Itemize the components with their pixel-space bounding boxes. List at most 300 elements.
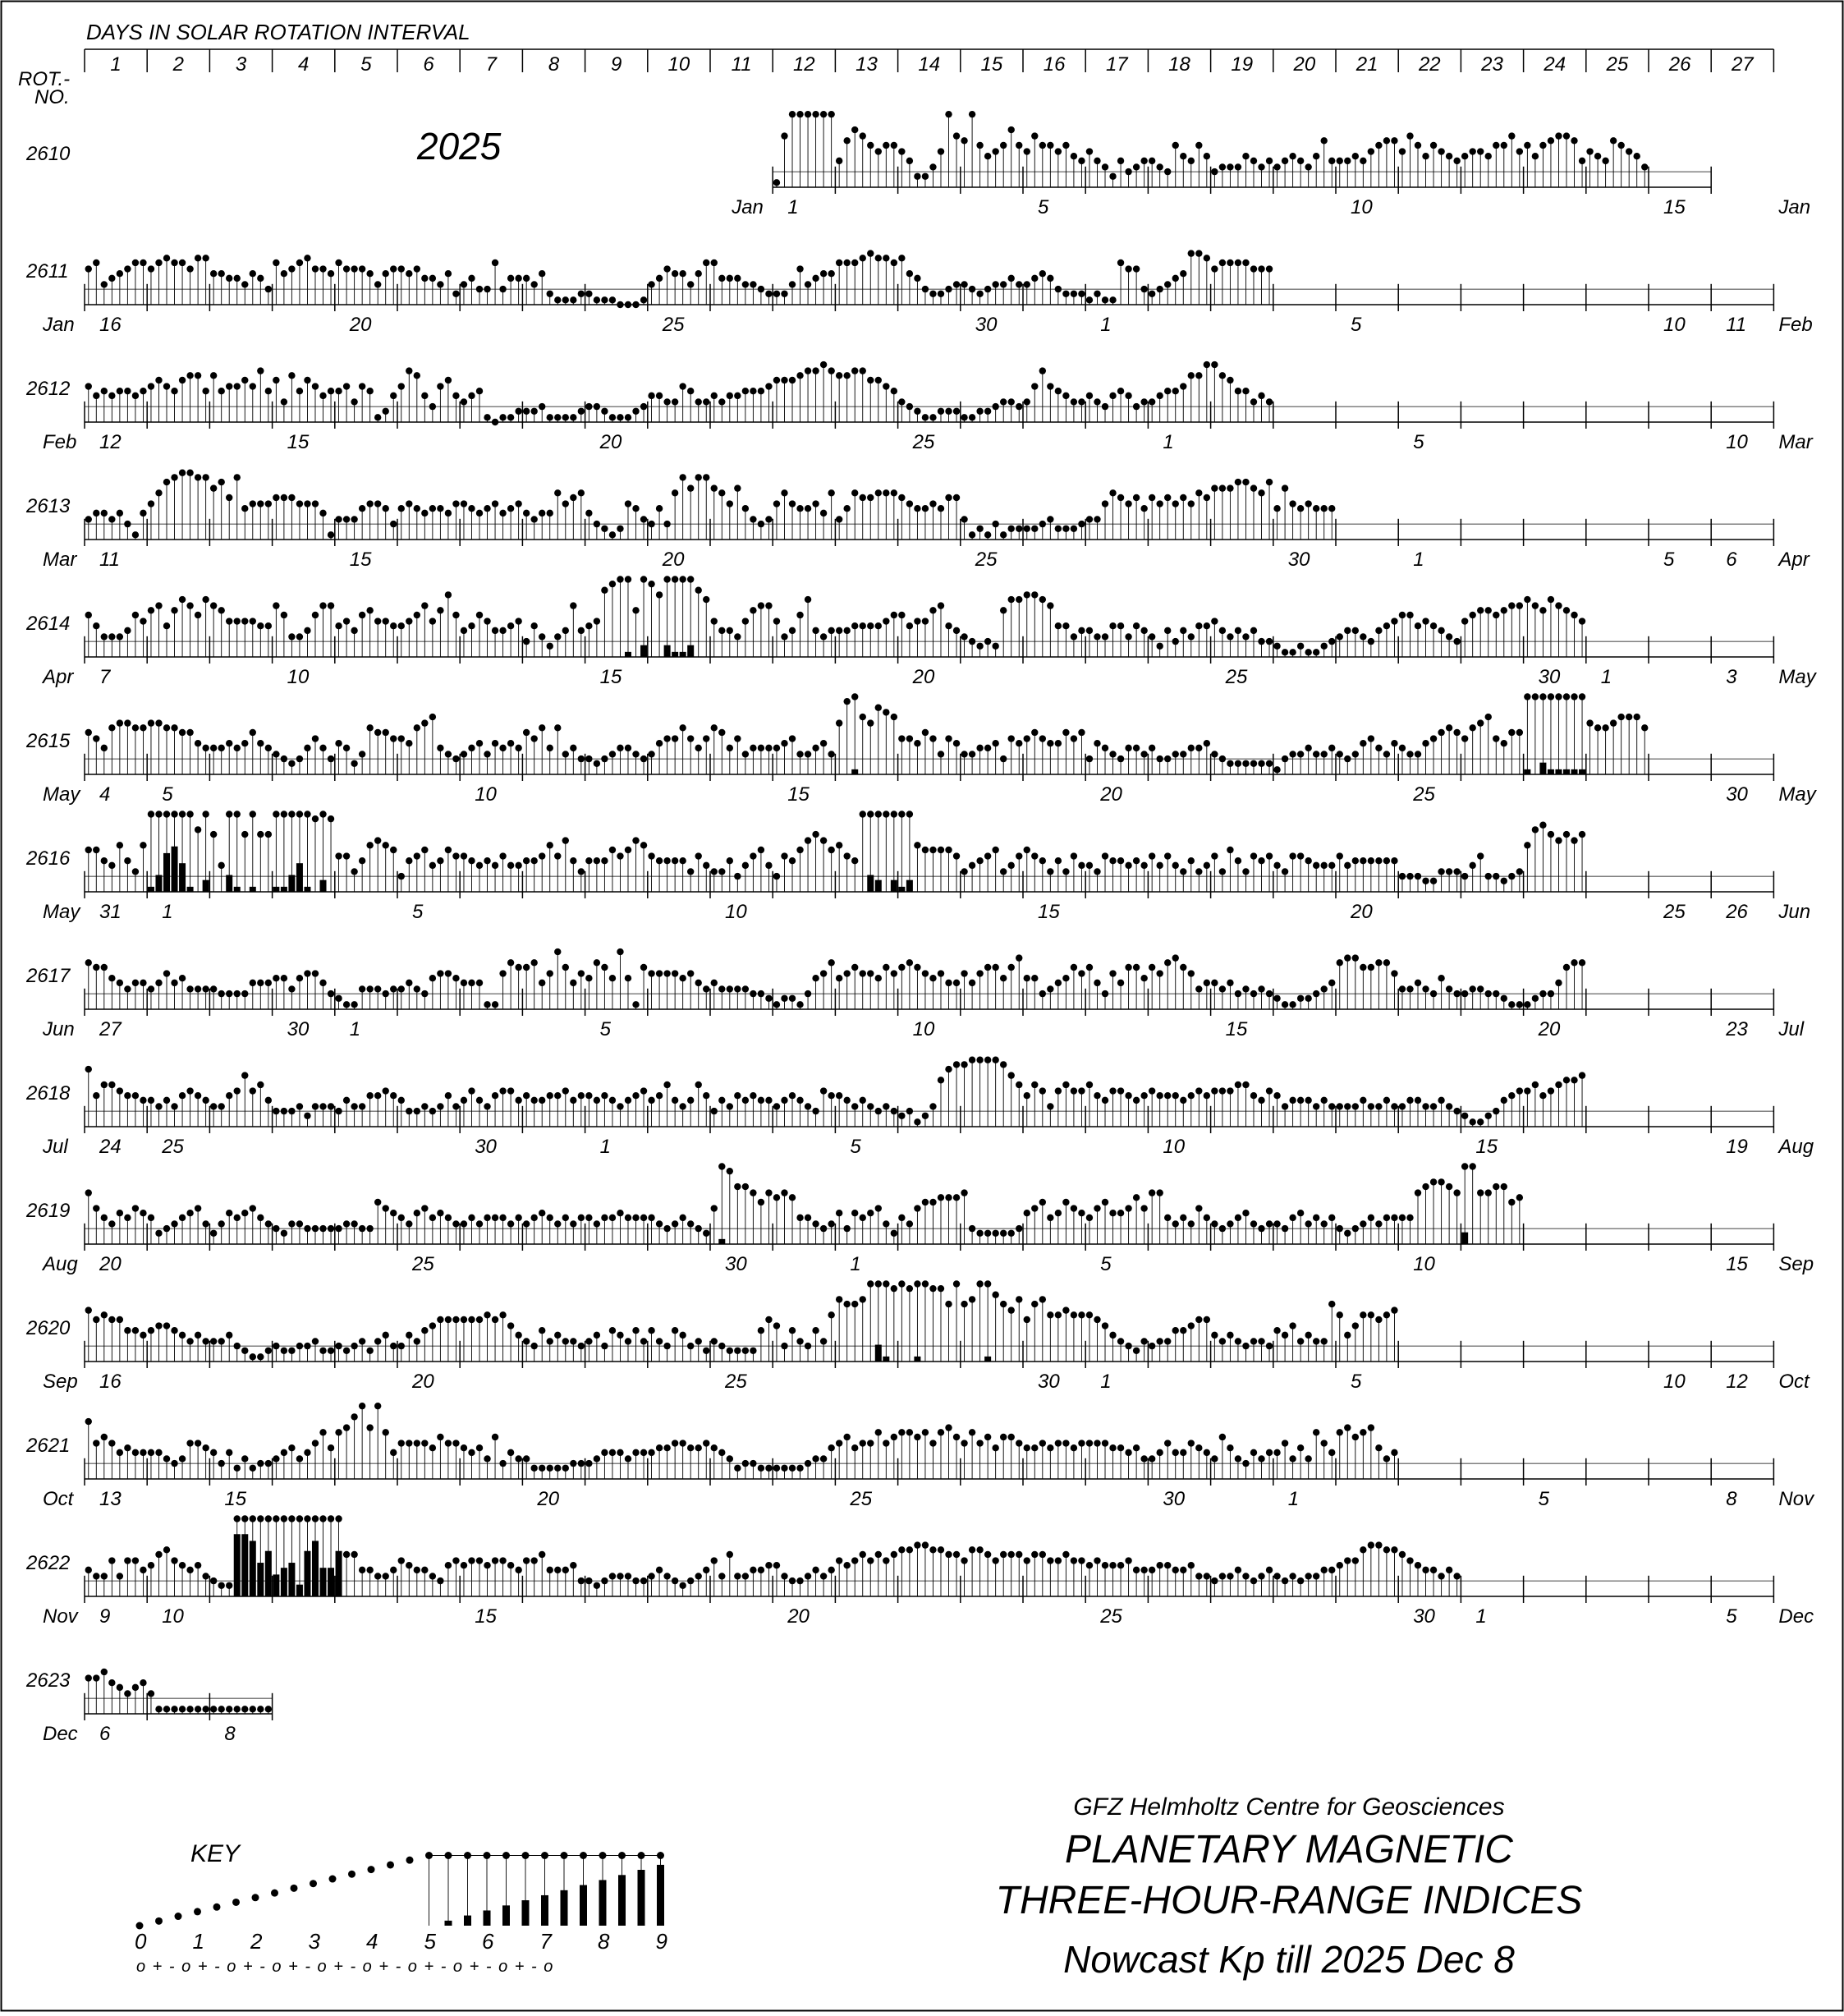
day-number: 24 [1543, 53, 1566, 76]
kp-point [484, 1562, 490, 1568]
kp-point [1156, 1189, 1163, 1196]
kp-point [132, 393, 139, 399]
kp-point [296, 1455, 303, 1462]
kp-point [945, 735, 952, 742]
date-label: 15 [1475, 1136, 1498, 1158]
kp-point [750, 852, 756, 859]
kp-point [366, 270, 373, 277]
kp-point [1516, 868, 1523, 875]
kp-point [617, 414, 623, 420]
rotation-number: 2613 [25, 495, 71, 517]
kp-storm-bar [1555, 769, 1562, 774]
kp-point [1109, 393, 1116, 399]
kp-point [765, 862, 772, 869]
rotation-number: 2611 [25, 260, 69, 282]
kp-point [562, 1465, 569, 1472]
rotation-number: 2615 [25, 730, 71, 752]
month-label: Jan [731, 196, 764, 218]
kp-point [953, 408, 960, 415]
kp-point [1297, 995, 1304, 1002]
kp-point [1438, 627, 1444, 634]
kp-point [648, 393, 654, 399]
kp-point [679, 1332, 686, 1339]
kp-point [718, 729, 725, 736]
kp-point [1016, 403, 1022, 410]
kp-point [1273, 505, 1280, 512]
kp-point [1250, 1338, 1257, 1344]
kp-point [273, 1225, 279, 1232]
kp-point [335, 516, 342, 522]
kp-point [437, 970, 443, 976]
kp-point [1016, 740, 1022, 746]
kp-storm-bar [179, 863, 186, 892]
kp-point [796, 1577, 803, 1584]
kp-point [796, 612, 803, 618]
date-label: 5 [1413, 431, 1424, 453]
kp-point [1344, 1424, 1351, 1430]
kp-point [640, 296, 647, 303]
kp-point [1195, 1205, 1202, 1211]
kp-point [1321, 643, 1328, 650]
kp-point [1242, 1081, 1249, 1088]
kp-point [1532, 826, 1539, 833]
kp-point [250, 1205, 256, 1211]
kp-point [836, 372, 842, 379]
kp-point [1219, 755, 1226, 762]
kp-point [202, 985, 209, 992]
kp-point [836, 1296, 842, 1302]
kp-storm-bar [1579, 769, 1585, 774]
kp-point [945, 1551, 952, 1558]
kp-storm-bar [914, 1357, 920, 1362]
kp-point [758, 1097, 764, 1104]
kp-point [108, 275, 115, 282]
kp-point [773, 500, 780, 507]
kp-point [515, 1332, 521, 1339]
kp-point [789, 627, 796, 634]
kp-point [1453, 990, 1460, 997]
kp-point [1235, 1081, 1241, 1088]
kp-point [922, 970, 929, 976]
kp-point [398, 873, 405, 879]
kp-point [601, 1577, 608, 1584]
kp-point [250, 383, 256, 389]
kp-point [961, 751, 967, 757]
kp-point [163, 383, 170, 389]
kp-point [1008, 735, 1015, 742]
kp-point [672, 398, 678, 405]
kp-point [429, 1322, 436, 1329]
kp-point [1266, 990, 1273, 997]
kp-point [843, 372, 850, 379]
kp-point [265, 1348, 272, 1354]
kp-point [1297, 158, 1304, 164]
kp-point [93, 622, 99, 629]
kp-point [452, 393, 459, 399]
kp-point [860, 622, 866, 629]
kp-point [210, 985, 217, 992]
kp-point [843, 698, 850, 705]
kp-point [1149, 1189, 1155, 1196]
kp-point [1086, 1081, 1093, 1088]
kp-point [1626, 148, 1632, 154]
kp-point [468, 745, 475, 751]
kp-point [1086, 964, 1093, 971]
kp-point [1250, 1092, 1257, 1099]
kp-point [1321, 137, 1328, 144]
date-label: 24 [99, 1136, 122, 1158]
kp-point [1016, 596, 1022, 603]
kp-point [969, 531, 975, 538]
rotation-number: 2610 [25, 143, 71, 165]
kp-point [883, 489, 889, 496]
kp-point [312, 1338, 319, 1344]
kp-point [1086, 516, 1093, 522]
kp-point [883, 964, 889, 971]
kp-point [117, 1316, 123, 1323]
kp-point [648, 1327, 654, 1334]
kp-point [1360, 1429, 1366, 1435]
kp-point [1337, 1311, 1343, 1318]
date-label: 27 [99, 1018, 122, 1040]
kp-point [1016, 1296, 1022, 1302]
kp-point [554, 724, 561, 731]
kp-point [992, 964, 998, 971]
rotation-row-2616 [25, 811, 1810, 923]
kp-point [155, 719, 162, 726]
kp-point [1469, 862, 1475, 869]
kp-point [648, 1097, 654, 1104]
kp-point [250, 618, 256, 624]
kp-point [843, 852, 850, 859]
kp-point [1172, 954, 1179, 961]
kp-point [734, 393, 741, 399]
kp-point [257, 1215, 264, 1221]
kp-point [547, 970, 553, 976]
kp-point [679, 975, 686, 981]
kp-point [1133, 964, 1140, 971]
kp-point [1071, 852, 1077, 859]
kp-point [1258, 1225, 1264, 1232]
kp-point [789, 500, 796, 507]
kp-point [1024, 735, 1030, 742]
kp-point [1156, 500, 1163, 507]
kp-point [805, 596, 811, 603]
kp-point [1539, 822, 1546, 829]
kp-point [875, 622, 882, 629]
month-label: Jan [42, 314, 75, 336]
kp-point [445, 1316, 452, 1323]
kp-point [1031, 975, 1038, 981]
kp-point [687, 281, 694, 287]
kp-point [452, 1440, 459, 1446]
kp-point [632, 408, 639, 415]
kp-point [539, 1097, 545, 1104]
kp-point [562, 500, 569, 507]
kp-point [914, 842, 920, 848]
kp-point [452, 755, 459, 762]
kp-point [758, 1567, 764, 1573]
rotation-row-2622 [25, 1515, 1814, 1628]
kp-point [140, 980, 146, 986]
kp-point [1289, 1455, 1296, 1462]
kp-point [703, 735, 709, 742]
kp-point [1297, 505, 1304, 512]
kp-point [1602, 724, 1608, 731]
kp-point [617, 1573, 623, 1579]
kp-point [195, 474, 201, 480]
kp-point [828, 367, 834, 374]
kp-point [554, 948, 561, 955]
kp-point [234, 1215, 241, 1221]
kp-point [656, 1092, 663, 1099]
kp-point [891, 259, 897, 266]
kp-point [1430, 735, 1437, 742]
kp-point [663, 521, 670, 527]
kp-point [742, 281, 749, 287]
kp-storm-bar [265, 1551, 272, 1596]
kp-point [1125, 265, 1131, 272]
kp-point [1266, 760, 1273, 767]
kp-point [1406, 132, 1413, 139]
kp-point [1117, 259, 1124, 266]
kp-point [421, 1440, 428, 1446]
kp-point [929, 1103, 936, 1109]
kp-point [250, 811, 256, 817]
day-number: 15 [981, 53, 1003, 76]
kp-point [984, 1230, 991, 1237]
kp-point [1344, 1230, 1351, 1237]
kp-point [461, 627, 467, 634]
kp-point [507, 1322, 514, 1329]
kp-point [742, 388, 749, 394]
kp-point [539, 1465, 545, 1472]
kp-point [140, 1097, 146, 1104]
kp-point [296, 633, 303, 640]
kp-point [304, 1449, 310, 1456]
rotation-row-2617 [25, 948, 1805, 1040]
kp-point [507, 622, 514, 629]
kp-point [351, 265, 357, 272]
kp-point [891, 1434, 897, 1440]
kp-point [922, 1199, 929, 1205]
date-label: 30 [1163, 1488, 1185, 1510]
kp-point [601, 1449, 608, 1456]
kp-point [1219, 868, 1226, 875]
kp-point [1204, 862, 1210, 869]
kp-point [1250, 1220, 1257, 1227]
kp-point [148, 1327, 154, 1334]
kp-point [319, 1103, 326, 1109]
date-label: 20 [912, 666, 935, 688]
kp-point [1250, 265, 1257, 272]
kp-point [765, 383, 772, 389]
kp-point [914, 275, 920, 282]
kp-point [1469, 1118, 1475, 1125]
kp-point [1140, 286, 1147, 292]
kp-point [860, 1440, 866, 1446]
date-label: 10 [1163, 1136, 1185, 1158]
kp-point [163, 811, 170, 817]
month-label: Feb [43, 431, 76, 453]
kp-point [85, 729, 92, 736]
kp-point [1195, 868, 1202, 875]
kp-point [93, 259, 99, 266]
date-label: 4 [99, 783, 110, 806]
kp-point [1438, 975, 1444, 981]
kp-point [476, 1220, 483, 1227]
kp-point [1555, 602, 1562, 608]
kp-point [1102, 500, 1108, 507]
date-label: 20 [599, 431, 622, 453]
kp-point [1422, 153, 1429, 159]
kp-point [304, 811, 310, 817]
kp-storm-bar [234, 887, 241, 892]
date-label: 30 [1038, 1371, 1060, 1393]
kp-point [1078, 1087, 1085, 1094]
kp-point [85, 1066, 92, 1072]
kp-point [148, 1215, 154, 1221]
kp-point [414, 1567, 420, 1573]
kp-point [1125, 1343, 1131, 1349]
kp-point [625, 576, 631, 582]
kp-point [1352, 954, 1359, 961]
kp-point [1149, 1087, 1155, 1094]
kp-point [1071, 964, 1077, 971]
kp-point [929, 163, 936, 170]
kp-point [93, 1316, 99, 1323]
kp-point [789, 1092, 796, 1099]
kp-point [523, 964, 530, 971]
kp-point [961, 516, 967, 522]
date-label: 20 [1350, 901, 1373, 923]
kp-point [452, 852, 459, 859]
kp-storm-bar [163, 853, 170, 892]
kp-point [1024, 1444, 1030, 1451]
kp-point [781, 995, 787, 1002]
kp-point [914, 618, 920, 624]
kp-point [758, 1199, 764, 1205]
kp-point [390, 847, 397, 853]
kp-point [570, 980, 576, 986]
kp-point [781, 1573, 787, 1579]
kp-point [1524, 693, 1530, 700]
kp-point [1062, 1081, 1069, 1088]
kp-point [241, 377, 248, 383]
kp-point [984, 638, 991, 645]
kp-point [969, 862, 975, 869]
kp-point [742, 1460, 749, 1467]
kp-point [1399, 873, 1406, 879]
kp-point [179, 1562, 186, 1568]
kp-point [273, 1108, 279, 1114]
kp-point [1172, 500, 1179, 507]
kp-point [226, 1092, 232, 1099]
kp-point [202, 1444, 209, 1451]
kp-point [117, 1210, 123, 1216]
kp-point [867, 142, 874, 149]
kp-point [1031, 275, 1038, 282]
kp-point [335, 852, 342, 859]
kp-point [343, 1097, 350, 1104]
kp-point [1328, 862, 1335, 869]
kp-point [1062, 622, 1069, 629]
kp-point [992, 1230, 998, 1237]
kp-point [1172, 388, 1179, 394]
kp-point [468, 1215, 475, 1221]
kp-point [1524, 142, 1530, 149]
kp-point [1563, 964, 1570, 971]
kp-point [1273, 995, 1280, 1002]
kp-point [656, 1567, 663, 1573]
day-number: 14 [918, 53, 940, 76]
kp-point [468, 1449, 475, 1456]
date-label: 1 [850, 1253, 860, 1275]
kp-point [1469, 612, 1475, 618]
kp-point [281, 1449, 287, 1456]
kp-point [984, 408, 991, 415]
kp-point [1586, 148, 1593, 154]
kp-point [1140, 862, 1147, 869]
kp-point [969, 638, 975, 645]
kp-point [860, 494, 866, 501]
kp-point [257, 275, 264, 282]
date-label: 11 [1726, 314, 1746, 336]
kp-point [898, 964, 905, 971]
kp-point [992, 740, 998, 746]
kp-point [171, 1220, 177, 1227]
kp-point [210, 372, 217, 379]
kp-point [359, 265, 365, 272]
kp-point [1086, 755, 1093, 762]
kp-storm-bar [304, 1551, 310, 1596]
kp-point [1493, 142, 1499, 149]
kp-point [1094, 1092, 1100, 1099]
kp-point [851, 622, 858, 629]
date-label: 25 [724, 1371, 747, 1393]
kp-point [1016, 954, 1022, 961]
kp-point [867, 1103, 874, 1109]
kp-point [922, 1429, 929, 1435]
kp-point [703, 1567, 709, 1573]
kp-point [922, 618, 929, 624]
kp-point [155, 259, 162, 266]
date-label: 20 [536, 1488, 559, 1510]
kp-point [718, 627, 725, 634]
kp-point [202, 1573, 209, 1579]
kp-point [812, 1108, 819, 1114]
kp-point [781, 740, 787, 746]
date-label: 20 [662, 549, 685, 571]
kp-point [1516, 1194, 1523, 1201]
kp-point [343, 383, 350, 389]
kp-point [108, 633, 115, 640]
month-label: Oct [43, 1488, 75, 1510]
kp-point [108, 1081, 115, 1088]
kp-point [640, 1215, 647, 1221]
kp-point [1626, 714, 1632, 720]
kp-point [883, 255, 889, 261]
kp-point [1164, 959, 1171, 966]
kp-point [343, 1220, 350, 1227]
kp-point [922, 414, 929, 420]
kp-point [750, 516, 756, 522]
kp-point [108, 862, 115, 869]
kp-point [530, 281, 537, 287]
kp-point [257, 367, 264, 374]
kp-point [328, 388, 334, 394]
kp-point [1258, 489, 1264, 496]
